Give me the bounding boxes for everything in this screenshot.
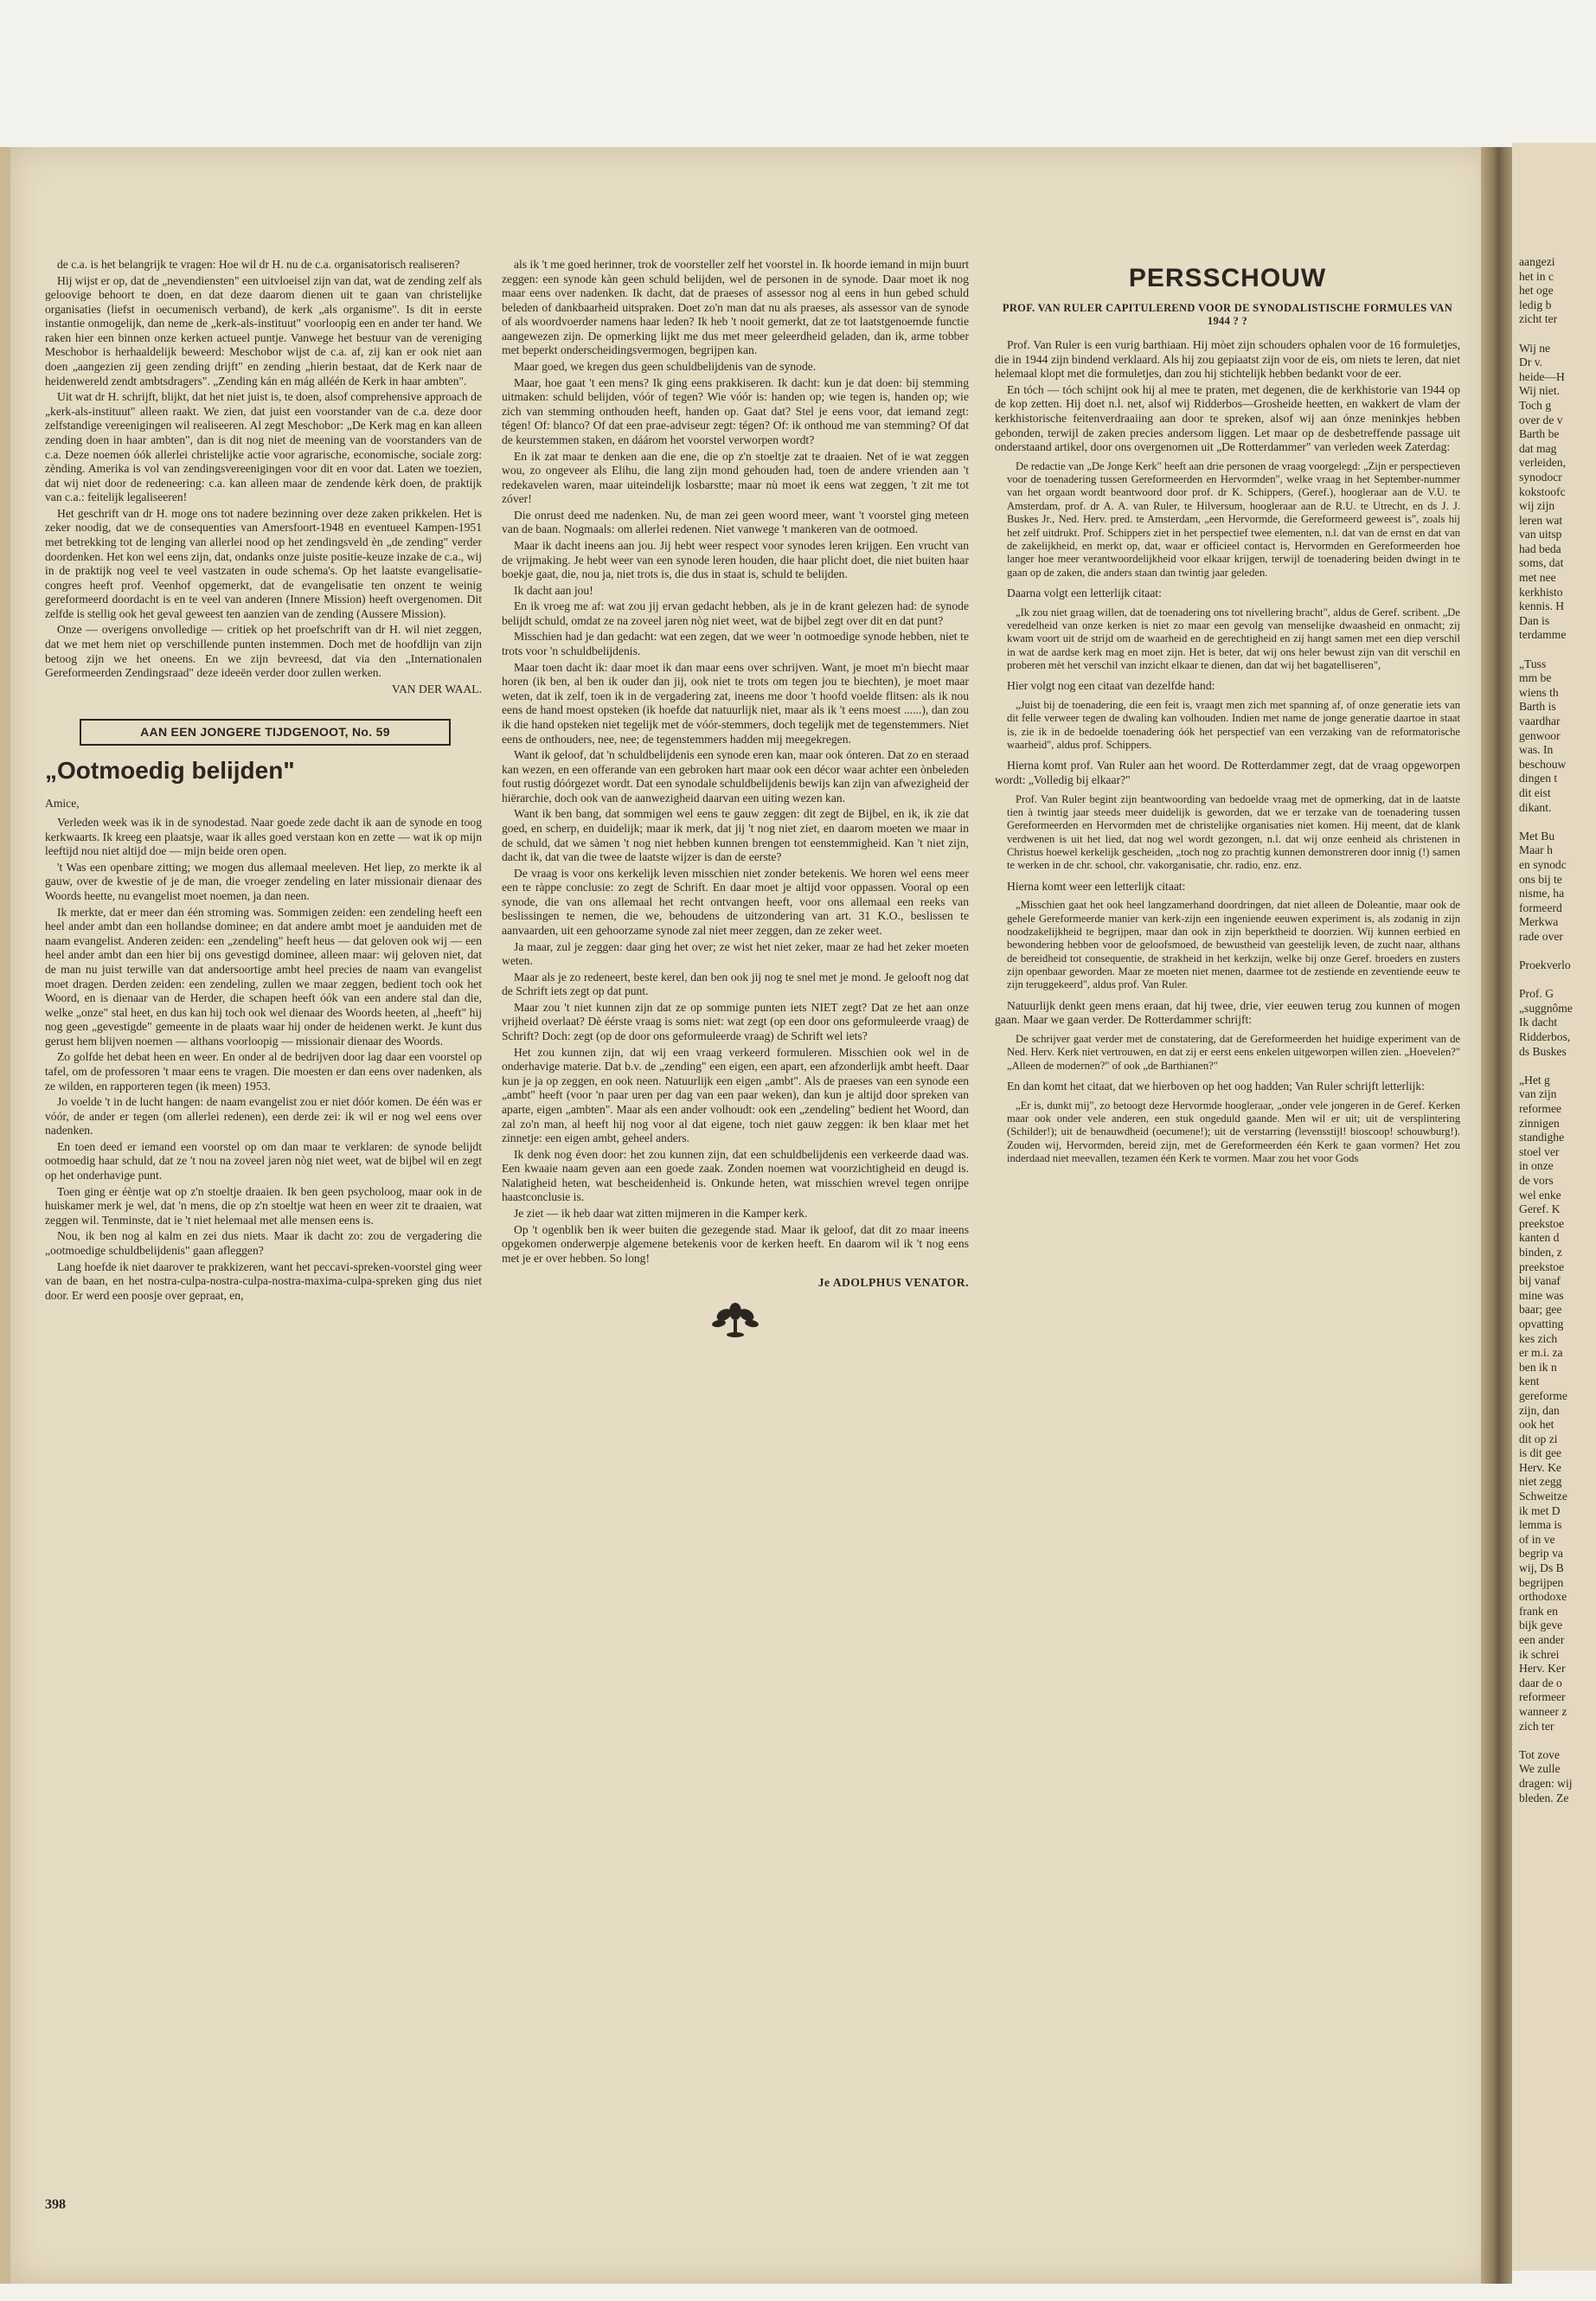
next-page-line: wel enke — [1519, 1188, 1561, 1202]
next-page-line: ds Buskes — [1519, 1044, 1567, 1058]
next-page-line: kokstoofc — [1519, 484, 1566, 498]
article-paragraph: de c.a. is het belangrijk te vragen: Hoe wil dr H. nu de c.a. organisatorisch realiseren? — [57, 258, 460, 271]
quote-text: „Ik zou niet graag willen, dat de toenadering ons tot nivellering bracht", aldus de Geref. scribent. „De veredelheid van onze kerken is niet zo maar een gevolg van menselijke dwaasheid en onmacht; zij kwam voort uit de strijd om de waarheid en de gerechtigheid en zij hangt samen met een diep verschil in wat de aardse kerk mag en moet zijn. Het is beter, dat wij ons heler bewust zijn van dit verschil en proberen mèt het verschil van inzicht elkaar te dienen, dan dat wij het bagatelliseren", — [1007, 606, 1460, 671]
next-page-line: wanneer z — [1519, 1704, 1567, 1718]
letter-paragraph: 't Was een openbare zitting; we mogen dus allemaal meeleven. Het liep, zo merkte ik al gauw, over de kwestie of je de man, die vroeger zendeling en later missionair dienaar des Woords heette, nu evangelist moet noemen, ja dan neen. — [45, 860, 482, 903]
next-page-line: baar; gee — [1519, 1303, 1562, 1317]
block-quote — [1007, 460, 1460, 580]
next-page-line: ons bij te — [1519, 872, 1562, 886]
article-paragraph: Onze — overigens onvolledige — critiek op het proefschrift van dr H. wil niet zeggen, dat we met hem niet op verschillende punten instemmen. Doch met de hoofdlijn van zijn betoog zijn we het oneens. En we zijn bevreesd, dat via den „Internationalen Gereformeerden Zendingsraad" deze ideeën verder door zullen werken. — [45, 623, 482, 680]
column-middle — [502, 258, 969, 1337]
page-number: 398 — [45, 2197, 66, 2212]
next-page-line: wiens th — [1519, 685, 1559, 699]
article-paragraph: Uit wat dr H. schrijft, blijkt, dat het niet juist is, te doen, alsof comprehensive approach de „kerk-als-instituut" alleen raakt. We zien, dat juist een voorstander van de c.a. deze door zelfstandige vereenigingen wil realiseeren. Al zegt Meschobor: „De Kerk mag en kan alleen zending doen in haar ambten", dan is dit nog niet de meening van de voorstanders van de c.a. Deze noemen óók allerlei christelijke actie voor agrarische, economische, sociale zorg: zènding. Amerika is vol van zendingsvereenigingen voor dit en voor dat. Laten we toezien, dat wij niet door de redeneering: c.a. kan alleen maar de zendende kèrk doen, de praktijk van c.a.: feitelijk legaliseeren! — [45, 390, 482, 504]
next-page-line: leren wat — [1519, 513, 1563, 527]
next-page-line: aangezi — [1519, 255, 1555, 268]
next-page-line: vaardhar — [1519, 715, 1561, 727]
next-page-line: een ander — [1519, 1633, 1565, 1646]
next-page-line: lemma is — [1519, 1518, 1562, 1532]
letter-paragraph: De vraag is voor ons kerkelijk leven misschien niet zonder betekenis. We horen wel eens meer een te ràppe conclusie: zo zegt de Schrift. En daar moet je altijd voor oppassen. Vooral op een synode, die van ons allemaal het recht ontvangen heeft, voor ons allemaal een reeks van beslissingen te nemen, die we, behoudens de uitzondering van art. 31 K.O., beslissen te aanvaarden, uit een gehoorzame synode zal niet meer zeggen, dan ze zeker weet. — [502, 866, 969, 938]
next-page-line: bleden. Ze — [1519, 1791, 1569, 1804]
next-page-line: had beda — [1519, 542, 1561, 555]
next-page-line: dat mag — [1519, 441, 1557, 455]
next-page-line: van zijn — [1519, 1087, 1557, 1101]
quote-text: „Juist bij de toenadering, die een feit is, vraagt men zich met spanning af, of onze generatie iets van dit felle verweer tegen de dwaling kan volhouden. Indien met name de jonge generatie daartoe in staat is, zie ik in de bedoelde toenadering óók het perspectief van een verzaking van de reformatorische waarheid", aldus prof. Schippers. — [1007, 698, 1460, 751]
next-page-line: reformee — [1519, 1102, 1562, 1116]
next-page-line: „Het g — [1519, 1073, 1550, 1086]
next-page-line: het oge — [1519, 284, 1554, 298]
letter-paragraph: Die onrust deed me nadenken. Nu, de man zei geen woord meer, want 't voorstel ging meteen van de baan. Nogmaals: om allerlei redenen. Niet vanwege 't mankeren van de ootmoed. — [502, 508, 969, 536]
next-page-line — [1519, 327, 1596, 342]
next-page-line: dikant. — [1519, 800, 1552, 814]
letter-paragraph: Maar ik dacht ineens aan jou. Jij hebt weer respect voor synodes leren krijgen. Een vrucht van de vrijmaking. Je hebt weer van een synode leren houden, die haar plicht doet, die niet buiten haar boekje gaat, die, nou ja, niet trots is, die dus in staat is, schuld te belijden. — [502, 538, 969, 581]
letter-paragraph: Toen ging er éèntje wat op z'n stoeltje draaien. Ik ben geen psycholoog, maar ook in de huiskamer merk je wel, dat 'n mens, die op z'n stoeltje wat heen en weer zit te draaien, wat zeggen wil. Tenminste, dat ie 't niet helemaal met alle mensen eens is. — [45, 1184, 482, 1227]
next-page-line: beschouw — [1519, 757, 1567, 771]
next-page-line: dit eist — [1519, 785, 1551, 799]
article-paragraph: Hier volgt nog een citaat van dezelfde hand: — [1007, 679, 1215, 693]
next-page-line: er m.i. za — [1519, 1346, 1563, 1360]
next-page-line: kent — [1519, 1375, 1540, 1388]
next-page-line: Dan is — [1519, 613, 1550, 627]
next-page-line: ledig b — [1519, 298, 1552, 311]
next-page-line: en synodc — [1519, 857, 1567, 871]
letter-paragraph: als ik 't me goed herinner, trok de voorsteller zelf het voorstel in. Ik hoorde iemand in mijn buurt zeggen: een synode kàn geen schuld belijden, wel de personen in de synode. Daar moet ik nog maar eens over nadenken. Ik dacht, dat de praeses of assessor nog al eens in hun gebed schuld beleden of dankbaarheid uitspraken. Doet zo'n man dat nu als praeses, als assessor van de synode of als woordvoerder namens haar leden? Ik heb 't nooit gemerkt, dat ze tot laatstgenoemde functie aangewezen zijn. De opmerking lijkt me dus met meer geleerdheid geladen, dan ik, arme tobber met beperkt onderscheidingsvermogen, begrijpen kan. — [502, 258, 969, 357]
next-page-line: Schweitze — [1519, 1490, 1567, 1503]
salutation: Amice, — [45, 796, 80, 810]
next-page-line: gereforme — [1519, 1388, 1567, 1402]
next-page-line: stoel ver — [1519, 1144, 1560, 1158]
next-page-line: kanten d — [1519, 1231, 1560, 1245]
letter-paragraph: Verleden week was ik in de synodestad. Naar goede zede dacht ik aan de synode en toog kerkwaarts. Ik kreeg een plaatsje, waar ik alles goed verstaan kon en zette — wat ik op mijn leeftijd nou niet altijd doe — mijn beide oren open. — [45, 816, 482, 858]
letter-paragraph: Maar als je zo redeneert, beste kerel, dan ben ook jij nog te snel met je mond. Je gelooft nog dat de Schrift iets zegt op dat punt. — [502, 970, 969, 998]
next-page-line: het in c — [1519, 269, 1554, 283]
author-signature: VAN DER WAAL. — [391, 682, 482, 695]
next-page-line: dingen t — [1519, 772, 1558, 785]
quote-text: Prof. Van Ruler begint zijn beantwoording van bedoelde vraag met de opmerking, dat in de laatste tien à twintig jaar steeds meer duidelijk is geworden, dat we er terzake van de toenadering tussen Gereformeerden en Hervormden met de christelijke organisaties niet komen. Hij meent, dat de klank verdwenen is uit het lied, dat nog wel wordt gezongen, n.l. dat wij onze eenheid als christenen in Christus hoewel kerkelijk gescheiden, „toch nog zo prachtig kunnen demonstreren door innig (!) samen te werken in de chr. school, chr. vakorganisatie, chr. radio, enz. enz. — [1007, 792, 1460, 872]
next-page-line: Tot zove — [1519, 1747, 1560, 1761]
article-paragraph: Hierna komt prof. Van Ruler aan het woord. De Rotterdammer zegt, dat de vraag opgeworpen wordt: „Volledig bij elkaar?" — [995, 759, 1460, 786]
next-page-line: synodocr — [1519, 470, 1562, 484]
next-page-line: genwoor — [1519, 728, 1561, 742]
next-page-line — [1519, 643, 1596, 657]
next-page-line: Herv. Ker — [1519, 1662, 1566, 1676]
next-page-line: met nee — [1519, 571, 1556, 585]
next-page-line: begrip va — [1519, 1547, 1563, 1561]
letter-paragraph: En ik vroeg me af: wat zou jij ervan gedacht hebben, als je in de krant gelezen had: de synode belijdt schuld, omdat ze na zoveel jaren nòg niet weet, wat de bijbel zegt over dit en dat punt? — [502, 599, 969, 627]
section-heading: PERSSCHOUW — [1128, 264, 1327, 292]
letter-paragraph: Het zou kunnen zijn, dat wij een vraag verkeerd formuleren. Misschien ook wel in de onderhavige materie. Dat b.v. de „zending" een eigen, een apart, een afzonderlijk ambt heeft. Daar kun je ja op zeggen, en ook neen. Natuurlijk een eigen „ambt". Als de praeses van een synode een „ambt" heeft (voor 'n paar uren per dag van een paar weken), dan kun je altijd door spreken van aparte, eigen „ambten". Maar als een ander volhoudt: ook een „zendeling" bedient het Woord, dan zal zo'n man, al heeft hij nog voor al dat eigene, toch niet gauw zeggen: ik ben klaar met het zinnetje: een eigen ambt, geheel anders. — [502, 1045, 969, 1145]
next-page-line: is dit gee — [1519, 1446, 1562, 1460]
next-page-line: ook het — [1519, 1418, 1554, 1432]
letter-paragraph: Nou, ik ben nog al kalm en zei dus niets. Maar ik dacht zo: zou de vergadering die „ootmoedige schuldbelijdenis" gaan afleggen? — [45, 1229, 482, 1257]
letter-paragraph: Ja maar, zul je zeggen: daar ging het over; ze wist het niet zeker, maar ze had het zeker moeten weten. — [502, 939, 969, 968]
next-page-line: Ik dacht — [1519, 1016, 1558, 1029]
next-page-line: van uitsp — [1519, 528, 1562, 542]
next-page-line: wij, Ds B — [1519, 1561, 1564, 1575]
next-page-line: dit op zi — [1519, 1432, 1558, 1445]
next-page-line: Barth is — [1519, 700, 1556, 714]
next-page-column — [1519, 255, 1596, 1805]
ornament-icon — [709, 1299, 761, 1337]
next-page-line — [1519, 973, 1596, 988]
next-page-line: preekstoe — [1519, 1216, 1565, 1230]
next-page-line — [1519, 945, 1596, 959]
next-page-line: nisme, ha — [1519, 887, 1565, 901]
next-page-line — [1519, 815, 1596, 830]
next-page-line: opvatting — [1519, 1317, 1564, 1330]
next-page-line: rade over — [1519, 929, 1563, 943]
next-page-line: Proekverlo — [1519, 958, 1571, 972]
next-page-line: orthodoxe — [1519, 1590, 1567, 1604]
next-page-line: Dr v. — [1519, 356, 1543, 369]
next-page-line: bij vanaf — [1519, 1274, 1561, 1288]
next-page-line: zich ter — [1519, 1719, 1554, 1733]
next-page-line: mm be — [1519, 671, 1552, 685]
next-page-line: kes zich — [1519, 1331, 1558, 1345]
next-page-line: Ridderbos, — [1519, 1030, 1571, 1044]
next-page-line: „Tuss — [1519, 657, 1547, 670]
next-page-line: zinnigen — [1519, 1116, 1560, 1130]
next-page-line: preekstoe — [1519, 1259, 1565, 1273]
next-page-line: verleiden, — [1519, 456, 1566, 470]
letter-paragraph: En ik zat maar te denken aan die ene, die op z'n stoeltje zat te draaien. Net of ie wat zeggen wou, zo ongeveer als Elihu, die lang zijn mond gehouden had, toen de andere vrienden aan 't redekavelen waren, maar uiteindelijk losbarstte; maar nù moet ik eens wat zeggen, 't zit me tot zóver! — [502, 449, 969, 506]
letter-paragraph: Lang hoefde ik niet daarover te prakkizeren, want het peccavi-spreken-voorstel ging weer van de baan, en het nostra-culpa-nostra-culpa-nostra-maxima-culpa-spreken ging dus niet door. Er werd een poosje over gepraat, en, — [45, 1259, 482, 1302]
letter-paragraph: Ik dacht aan jou! — [514, 583, 593, 597]
next-page-line: reformeer — [1519, 1690, 1566, 1704]
next-page-line: soms, dat — [1519, 556, 1564, 570]
column-right — [995, 258, 1460, 1172]
next-page-line: kerkhisto — [1519, 585, 1563, 599]
quote-text: De redactie van „De Jonge Kerk" heeft aan drie personen de vraag voorgelegd: „Zijn er perspectieven voor de toenadering tussen Gereformeerden en Hervormden", welke vraag in het September-nummer van het orgaan wordt beantwoord door prof. dr K. Schippers, (Geref.), hoogleraar aan de V.U. te Amsterdam, prof. dr A. A. van Ruler, te Hilversum, hoogleraar aan de R.U. te Utrecht, en ds J. J. Buskes Jr., Ned. Herv. pred. te Amsterdam, „een Hervormde, die Gereformeerd geweest is", zoals hij het zelf uitdrukt. Prof. Schippers ziet in het perspectief twee elementen, n.l. dat van de ernst en dat van de zakelijkheid, en merkt op, dat, waar er officieel contact is, Hervormden en Gereformeerden hoe langer hoe meer verantwoordelijkheid voor elkaar krijgen, terwijl de toenadering beiden dwingt in te gaan op de zaken, die anders staan dan twintig jaar geleden. — [1007, 459, 1460, 579]
next-page-line: Herv. Ke — [1519, 1460, 1561, 1474]
next-page-line — [1519, 1059, 1596, 1074]
letter-paragraph: Want ik geloof, dat 'n schuldbelijdenis een synode eren kan, maar ook ónteren. Dat zo en steraad kan wezen, en een offerande van een gebroken hart maar ook een décor waar achter een ònbeleden fout rustig dóórgezet wordt. Dat een synodale schuldbelijdenis bewijs kan zijn van afwezigheid der hiërarchie, doch ook van de aanwezigheid daarvan een uiting wezen kan. — [502, 748, 969, 804]
next-page-line: Maar h — [1519, 843, 1553, 857]
next-page-line: zicht ter — [1519, 312, 1558, 326]
next-page-line: de vors — [1519, 1174, 1554, 1187]
letter-paragraph: Maar, hoe gaat 't een mens? Ik ging eens prakkiseren. Ik dacht: kun je dat doen: bij stemming uitmaken: schuld belijden, vóór of tegen? Wie vóór is: handen op; wie tegen is, handen op; wie zich van stemming onthouden heeft, handen op. Gaat dat? Stel je eens voor, dat iemand zegt: tégen! Of: blanco? Of dat een prae-adviseur zegt: tégen? Of: ik onthoud me van stemming? Of dat de keurstemmen staken, en dáárom het voorstel verworpen wordt? — [502, 375, 969, 446]
letter-paragraph: Ik denk nog éven door: het zou kunnen zijn, dat een schuldbelijdenis een verkeerde daad was. Een kwaaie naam geven aan een goede zaak. Zonden noemen wat voorzichtigheid en deugd is. Nalatigheid heten, wat bescheidenheid is. Onkunde heten, wat misschien wrevel tegen onrijpe haastconclusie is. — [502, 1147, 969, 1204]
next-page-line: We zulle — [1519, 1762, 1561, 1776]
next-page-line: dragen: wij — [1519, 1776, 1573, 1790]
block-quote — [1007, 793, 1460, 873]
next-page-line: in onze — [1519, 1159, 1554, 1173]
quote-text: De schrijver gaat verder met de constatering, dat de Gereformeerden het huidige experiment van de Ned. Herv. Kerk niet vertrouwen, en dat zij er eerst eens enkelen uitgeworpen willen zien. „Hoevelen?" „Alleen de modernen?" of ook „de Barthianen?" — [1007, 1032, 1460, 1072]
next-page-line: Barth be — [1519, 427, 1560, 441]
letter-paragraph: Jo voelde 't in de lucht hangen: de naam evangelist zou er niet dóór komen. De één was er vóór, de ander er tegen (om allerlei redenen), een derde zei: ik wil er nog wel eens over nadenken. — [45, 1095, 482, 1138]
next-page-line: Prof. G — [1519, 987, 1554, 1001]
next-page-line: binden, z — [1519, 1245, 1562, 1259]
next-page-line: heide—H — [1519, 369, 1565, 383]
next-page-line: wij zijn — [1519, 499, 1555, 513]
letter-paragraph: Op 't ogenblik ben ik weer buiten die gezegende stad. Maar ik geloof, dat dit zo maar ineens opgekomen onderwerpje algemene betekenis voor de kerken heeft. En daarom wil ik 't nog eens met je er over hebben. So long! — [502, 1222, 969, 1265]
next-page-line: formeerd — [1519, 901, 1562, 914]
letter-paragraph: En toen deed er iemand een voorstel op om dan maar te verklaren: de synode belijdt ootmoedig haar schuld, dat ze 't nou na zoveel jaren nòg niet weet, wat de bijbel wil en zegt op het onderhavige punt. — [45, 1139, 482, 1183]
next-page-sliver — [1512, 143, 1596, 2271]
next-page-line: ik schrei — [1519, 1647, 1560, 1661]
block-quote — [1007, 1099, 1460, 1166]
next-page-line: daar de o — [1519, 1676, 1562, 1689]
next-page-line: mine was — [1519, 1288, 1564, 1302]
next-page-line: standighe — [1519, 1131, 1565, 1144]
next-page-line: over de v — [1519, 413, 1563, 426]
next-page-line: „suggnôme — [1519, 1001, 1573, 1015]
next-page-line: ben ik n — [1519, 1360, 1557, 1374]
article-paragraph: Natuurlijk denkt geen mens eraan, dat hij twee, drie, vier eeuwen terug zou kunnen of mogen gaan. Maar we gaan verder. De Rotterdammer schrijft: — [995, 998, 1460, 1027]
next-page-line: kennis. H — [1519, 599, 1565, 613]
section-subheading: PROF. VAN RULER CAPITULEREND VOOR DE SYNODALISTISCHE FORMULES VAN 1944 ? ? — [1002, 301, 1453, 327]
column-left — [45, 258, 482, 1304]
article-paragraph: Prof. Van Ruler is een vurig barthiaan. Hij mòet zijn schouders ophalen voor de 16 formuletjes, die in 1944 zijn bindend verklaard. Als hij zou gepiaatst zijn voor de eis, om niets te leren, dat niet helemaal klopt met die formuletjes, dan zou hij stichtelijk hebben bedankt voor de eer. — [995, 338, 1460, 381]
block-quote — [1007, 1033, 1460, 1073]
letter-paragraph: Ik merkte, dat er meer dan één stroming was. Sommigen zeiden: een zendeling heeft een heel ander ambt dan een hollandse dominee; en dat andere ambt moet je aanduiden met de naam evangelist. Anderen zeiden: een „zendeling" heeft heus — dat geloven ook wij — een heel ander ambt dan een hier bij ons gevestigd dominee, alleen maar: wij geloven niet, dat de man nu juist terwille van dat andersoortige ambt heel precies de naam van evangelist moet dragen. Derden zeiden: een zendeling, zullen we maar zeggen, bedient toch ook het Woord, en is dienaar van de Herder, die schapen heeft óók van een andere stal dan die, welke „onze" stal heet, en dus kan hij toch ook wel dienaar des Woords heeten, al „heeft" hij nog geen „gevestigde" gemeente in de plaats waar hij onder de heidenen werkt. Je kunt dus gerust hem blijven noemen — althans voorloopig — missionair dienaar des Woords. — [45, 905, 482, 1048]
next-page-line: Merkwa — [1519, 915, 1559, 929]
next-page-line: frank en — [1519, 1604, 1558, 1618]
quote-text: „Misschien gaat het ook heel langzamerhand doordringen, dat niet alleen de Doleantie, maar ook de gehele Gereformeerde manier van kerk-zijn een ingeniende eeuwen experiment is, als zodanig in zijn noodzakelijkheid te begrijpen, maar dan ook in zijn beperktheid te doorzien. Wij kunnen eerbied en bewondering hebben voor de geloofsmoed, de bewustheid van geestelijk leven, de zucht naar, althans de bereidheid tot consequentie, de strakheid in het kerkzijn, welke bij onze Geref. broeders en zusters zijn openbaar geworden. Maar ze moeten niet menen, daarmee tot de zestiende en zeventiende eeuw te zijn teruggekeerd", aldus prof. Van Ruler. — [1007, 899, 1460, 991]
next-page-line: niet zegg — [1519, 1475, 1562, 1489]
next-page-line: zijn, dan — [1519, 1403, 1560, 1417]
article-paragraph: Daarna volgt een letterlijk citaat: — [1007, 586, 1162, 599]
next-page-line: was. In — [1519, 743, 1554, 757]
column-rubric-box: AAN EEN JONGERE TIJDGENOOT, No. 59 — [80, 719, 451, 746]
article-paragraph: Hij wijst er op, dat de „nevendiensten" een uitvloeisel zijn van dat, wat de zending zelf als geloovige behoort te doen, en dat deze daarom dienen uit te gaan van christelijke organisaties (liefst in oecumenisch verband), de kerk „als organisme". Is dit in eerste instantie onmogelijk, dan neme de „kerk-als-instituut" voorloopig een en ander ter hand. We raken hier een binnen onze kerken actueel puntje. Vanwege het bestuur van de vereniging Meschobor is herhaaldelijk beweerd: Meschobor wijst de c.a. af, zij kan er ook niet aan doen „aangezien zij geen zending drijft" en zending „hierin bestaat, dat de Kerk naar de heidenwereld zendt ambtsdragers". „Zending kán en mág alléén de Kerk in haar ambten". — [45, 273, 482, 388]
quote-text: „Er is, dunkt mij", zo betoogt deze Hervormde hoogleraar, „onder vele jongeren in de Geref. Kerken maar ook onder vele anderen, een stuk ongeduld gaande. Men wil er uit; uit de versplintering (Schilder!); uit de benauwdheid (oecumene!); uit de verstarring (levensstijl! bioscoop! schouwburg!). Zouden wij, Hervormden, bereid zijn, met de Gereformeerden één Kerk te gaan vormen? Het zou inderdaad niet meevallen, tezamen één Kerk te vormen. Maar zou het voor Gods — [1007, 1099, 1460, 1164]
letter-paragraph: Maar goed, we kregen dus geen schuldbelijdenis van de synode. — [514, 360, 817, 374]
article-headline: „Ootmoedig belijden" — [45, 757, 295, 785]
letter-paragraph: Want ik ben bang, dat sommigen wel eens te gauw zeggen: dit zegt de Bijbel, en ik, ik zie dat goed, en scherp, en duidelijk; maar ik merk, dat jij 't nog niet ziet, en daarom moeten we maar in de schuld, dat we sàmen 't nog niet hebben kunnen brengen tot eenstemmigheid. Kan 't niet zijn, dacht ik, dat van die twee de laatste wijzer is dan de eerste? — [502, 807, 969, 864]
letter-paragraph: Maar toen dacht ik: daar moet ik dan maar eens over schrijven. Want, je moet m'n biecht maar horen (ik ben, al ben ik ouder dan jij, ook niet te trots om tegen jou te biechten), je moet maar weten, dat ik zelf, toen ik in de vergadering zat, ineens me door 't hoofd voelde flitsen: als ik nou eens de hand moest opsteken (ik hoefde dat natuurlijk niet, maar als ik 't eens moest ......), dan zou ik die hand opsteken niet tegelijk met de vóór-stemmers, doch tegelijk met de tegenstemmers. Niet eens de onthouders, nee, nee; de tegenstemmers hadden mij meegekregen. — [502, 660, 969, 746]
next-page-line: Geref. K — [1519, 1202, 1561, 1216]
next-page-line: terdamme — [1519, 628, 1567, 642]
next-page-line: bijk geve — [1519, 1618, 1563, 1632]
next-page-line: ik met D — [1519, 1503, 1561, 1517]
article-paragraph: En dan komt het citaat, dat we hierboven op het oog hadden; Van Ruler schrijft letterlijk: — [1007, 1079, 1425, 1093]
letter-signature: Je ADOLPHUS VENATOR. — [817, 1276, 969, 1290]
next-page-line: Met Bu — [1519, 829, 1555, 843]
letter-paragraph: Maar zou 't niet kunnen zijn dat ze op sommige punten iets NIET zegt? Dat ze het aan onze vrijheid overlaat? Dè éérste vraag is soms niet: wat zegt (op een door ons geformuleerde vraag) de Schrift? Doch: zegt (op de door ons geformuleerde vraag) de Schrift wel iets? — [502, 1000, 969, 1043]
block-quote — [1007, 899, 1460, 992]
next-page-line: Wij niet. — [1519, 384, 1561, 398]
block-quote — [1007, 699, 1460, 752]
binding-gutter — [1481, 147, 1512, 2284]
letter-paragraph: Zo golfde het debat heen en weer. En onder al de bedrijven door lag daar een voorstel op tafel, om de professoren 't maar eens te vragen. Die moesten er dan eens over nadenken, als ze wilden, en rapporteren tegen (ik meen) 1953. — [45, 1050, 482, 1093]
block-quote — [1007, 606, 1460, 673]
letter-paragraph: Misschien had je dan gedacht: wat een zegen, dat we weer 'n ootmoedige synode hebben, niet te trots voor 'n schuldbelijdenis. — [502, 630, 969, 658]
next-page-line: begrijpen — [1519, 1575, 1564, 1589]
letter-paragraph: Je ziet — ik heb daar wat zitten mijmeren in die Kamper kerk. — [514, 1207, 808, 1220]
next-page-line: Wij ne — [1519, 341, 1551, 355]
next-page-line — [1519, 1734, 1596, 1748]
article-paragraph: Het geschrift van dr H. moge ons tot nadere bezinning over deze zaken prikkelen. Het is zeker noodig, dat we de consequenties van Amersfoort-1948 en eventueel Kampen-1951 met betrekking tot de lenging van allerlei nood op het zendingsveld èn „de zending" verder doordenken. Het kon wel eens zijn, dat, ondanks onze juiste positie-keuze inzake de c.a., wij in de praktijk nog veel te veel vastzaten in oude schema's. Op het laatste evangelisatie-congres heeft prof. Veenhof opgemerkt, dat de evangelisatie ten onzent te weinig gereformeerd doordacht is en te veel van anderen (Innere Mission) heeft overgenomen. Dit zelfde is stellig ook het geval geweest ten aanzien van de zending (Aussere Mission). — [45, 506, 482, 620]
article-paragraph: Hierna komt weer een letterlijk citaat: — [1007, 879, 1186, 893]
next-page-line: Toch g — [1519, 398, 1552, 412]
next-page-line: of in ve — [1519, 1532, 1555, 1546]
article-paragraph: En tóch — tóch schijnt ook hij al mee te praten, met degenen, die de kerkhistorie van 1944 op de kop zetten. Hij doet n.l. net, alsof wij Ridderbos—Grosheide heetten, en wakkert de vlam der kerkhistorische feitenverdraaiing aan door te spreken, alsof wij aan ónze meninkjes hebben gebonden, terwijl de zaken precies andersom liggen. Let maar op de desbetreffende passage uit onderstaand artikel, door ons overgenomen uit „De Rotterdammer" van verleden week Zaterdag: — [995, 382, 1460, 454]
